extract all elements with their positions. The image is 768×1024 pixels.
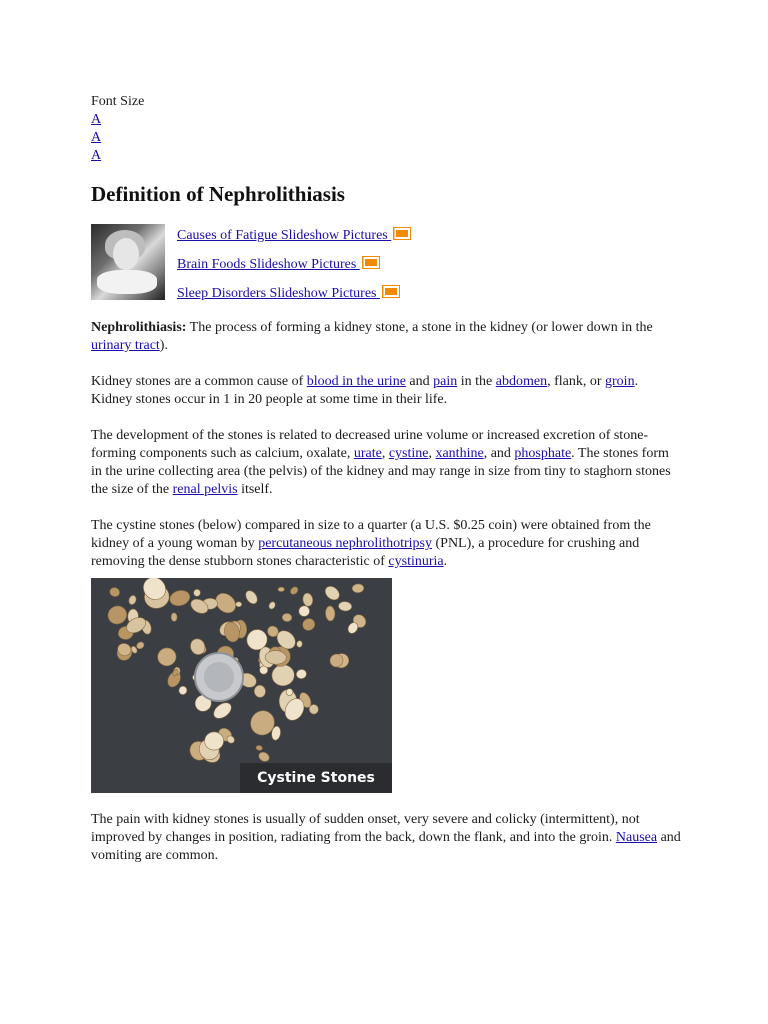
slideshow-link-fatigue[interactable]: Causes of Fatigue Slideshow Pictures: [177, 228, 392, 243]
font-size-large-link[interactable]: A: [91, 148, 102, 163]
stone-shape: [300, 616, 317, 632]
stone-shape: [296, 669, 308, 680]
stone-shape: [278, 587, 284, 592]
stone-shape: [352, 584, 364, 593]
paragraph-cystine-stones: The cystine stones (below) compared in size to a quarter (a U.S. $0.25 coin) were obtained from the kidney of a young woman by percutaneous nephrolithotripsy (PNL), a procedure for crushing and removing the dense stubborn stones characteristic of cystinuria.: [91, 518, 651, 569]
link-abdomen[interactable]: abdomen: [495, 374, 548, 389]
stone-shape: [193, 589, 201, 597]
stone-shape: [205, 732, 224, 750]
stone-shape: [243, 588, 259, 605]
article: [91, 93, 681, 883]
definition-term: Nephrolithiasis:: [91, 320, 187, 335]
list-item: [177, 227, 411, 256]
stone-shape: [256, 745, 263, 751]
cystine-stones-figure: [91, 578, 392, 793]
stone-shape: [257, 750, 271, 763]
link-pain[interactable]: pain: [433, 374, 458, 389]
stone-shape: [302, 592, 314, 607]
slideshow-link-list: [177, 227, 411, 314]
figure-caption: Cystine Stones: [240, 763, 392, 793]
link-xanthine[interactable]: xanthine: [435, 446, 484, 461]
stone-shape: [271, 664, 295, 687]
stone-shape: [178, 685, 188, 696]
link-phosphate[interactable]: phosphate: [514, 446, 572, 461]
cystine-stones-photo: [91, 578, 392, 793]
stone-shape: [282, 613, 292, 622]
list-item: [177, 285, 411, 314]
stone-shape: [128, 594, 138, 605]
stone-shape: [168, 588, 191, 608]
link-blood-in-urine[interactable]: blood in the urine: [306, 374, 406, 389]
font-size-medium-link[interactable]: A: [91, 130, 102, 145]
link-urinary-tract[interactable]: urinary tract: [91, 338, 160, 353]
stone-shape: [236, 602, 242, 607]
slideshow-link-brain-foods[interactable]: Brain Foods Slideshow Pictures: [177, 257, 360, 272]
link-nausea[interactable]: Nausea: [615, 830, 658, 845]
stone-shape: [108, 586, 120, 598]
stone-shape: [188, 637, 207, 657]
stone-shape: [296, 640, 302, 647]
film-strip-icon[interactable]: [393, 227, 411, 240]
stone-shape: [325, 606, 335, 621]
font-size-label: Font Size: [91, 94, 145, 109]
link-percutaneous-nephrolithotripsy[interactable]: percutaneous nephrolithotripsy: [258, 536, 432, 551]
link-groin[interactable]: groin: [605, 374, 635, 389]
paragraph-kidney-stones-common: Kidney stones are a common cause of blood in the urine and pain in the abdomen, flank, or groin. Kidney stones occur in 1 in 20 people at some time in their life.: [91, 374, 639, 407]
stone-shape: [157, 647, 178, 667]
stone-shape: [253, 684, 266, 698]
stone-shape: [289, 585, 299, 595]
definition-paragraph: Nephrolithiasis: The process of forming a kidney stone, a stone in the kidney (or lower down in the urinary tract).: [91, 320, 653, 353]
list-item: [177, 256, 411, 285]
stone-shape: [171, 613, 177, 622]
link-urate[interactable]: urate: [353, 446, 382, 461]
link-cystine[interactable]: cystine: [388, 446, 429, 461]
slideshow-link-sleep-disorders[interactable]: Sleep Disorders Slideshow Pictures: [177, 286, 380, 301]
link-renal-pelvis[interactable]: renal pelvis: [172, 482, 238, 497]
stone-shape: [211, 700, 234, 722]
paragraph-stone-development: The development of the stones is related to decreased urine volume or increased excretion of stone-forming components such as calcium, oxalate, urate, cystine, xanthine, and phosphate. The stones form in the urine collecting area (the pelvis) of the kidney and may range in size from tiny to staghorn stones the size of the renal pelvis itself.: [91, 428, 671, 497]
stone-shape: [268, 601, 277, 610]
film-strip-icon[interactable]: [362, 256, 380, 269]
stone-shape: [298, 605, 310, 617]
stone-shape: [105, 603, 129, 627]
slideshow-links-block: [91, 224, 681, 302]
link-cystinuria[interactable]: cystinuria: [388, 554, 444, 569]
page-title: Definition of Nephrolithiasis: [91, 182, 345, 206]
film-strip-icon[interactable]: [382, 285, 400, 298]
paragraph-pain: The pain with kidney stones is usually of sudden onset, very severe and colicky (intermittent), not improved by changes in position, radiating from the back, down the flank, and into the groin. Nausea and vomiting are common.: [91, 812, 681, 863]
font-size-small-link[interactable]: A: [91, 112, 102, 127]
stone-shape: [323, 584, 342, 603]
slideshow-thumbnail-image[interactable]: [91, 224, 165, 300]
stone-shape: [338, 601, 352, 612]
coin-relief: [204, 662, 234, 692]
